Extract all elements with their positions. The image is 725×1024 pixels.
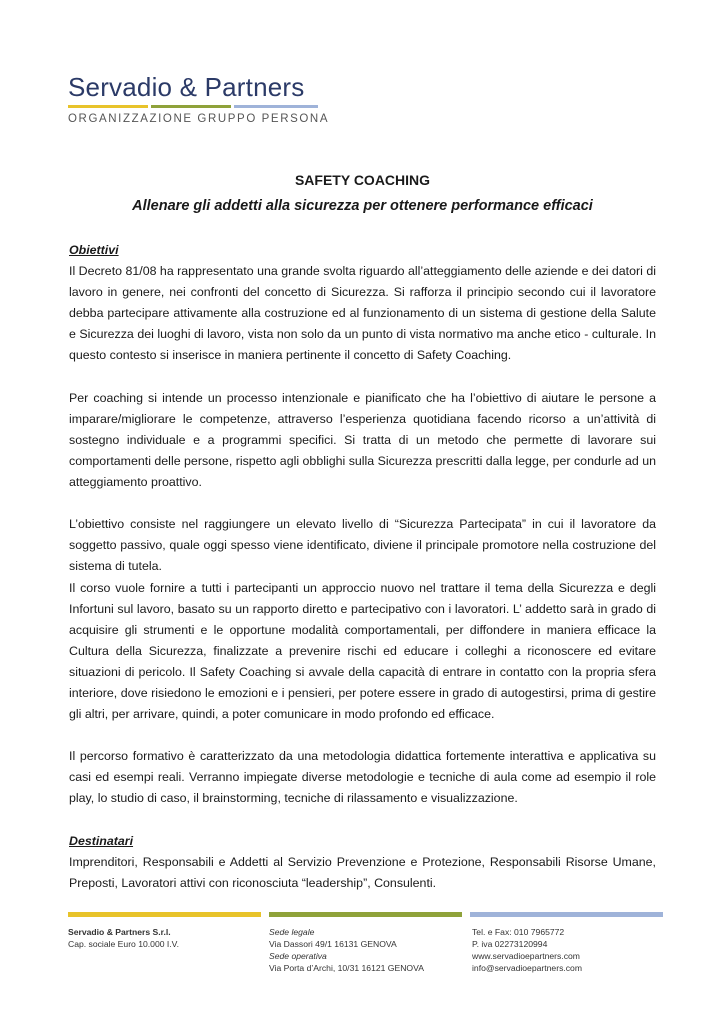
company-logo (68, 72, 330, 125)
footer-website-link[interactable]: www.servadioepartners.com (472, 951, 580, 961)
footer-addresses (269, 926, 424, 974)
logo-name: Servadio & Partners (68, 72, 305, 102)
logo-bar-green (151, 105, 231, 108)
footer-operative-label: Sede operativa (269, 951, 327, 961)
logo-color-bars (68, 105, 318, 108)
footer-operative-address: Via Porta d’Archi, 10/31 16121 GENOVA (269, 963, 424, 973)
paragraph: Il percorso formativo è caratterizzato da una metodologia didattica fortemente interattiva e applicativa su casi ed esempi reali. Verranno impiegate diverse metodologie e tecniche di aula come ad esempio il role play, lo studio di caso, il brainstorming, tecniche di rilassamento e visualizzazione. (69, 749, 656, 806)
footer-phone: Tel. e Fax: 010 7965772 (472, 927, 565, 937)
document-subtitle: Allenare gli addetti alla sicurezza per ottenere performance efficaci (132, 198, 593, 214)
footer-vat: P. iva 02273120994 (472, 939, 548, 949)
footer-legal-label: Sede legale (269, 927, 315, 937)
footer-contacts (472, 926, 582, 974)
logo-bar-yellow (68, 105, 148, 108)
paragraph: Per coaching si intende un processo intenzionale e pianificato che ha l’obiettivo di aiutare le persone a imparare/migliorare le competenze, attraverso l’esperienza quotidiana facendo ricorso a un’attività di sostegno individuale e a programmi specifici. Si tratta di un metodo che permette di lavorare sui comportamenti delle persone, rispetto agli obblighi sulla Sicurezza prescritti dalla legge, per condurle ad un atteggiamento proattivo. (69, 390, 656, 490)
paragraph: Il Decreto 81/08 ha rappresentato una grande svolta riguardo all’atteggiamento delle aziende e dei datori di lavoro in genere, nei confronti del concetto di Sicurezza. Si rafforza il principio secondo cui il lavoratore debba partecipare attivamente alla costruzione ed al funzionamento di un sistema di gestione della Salute e Sicurezza dei luoghi di lavoro, vista non solo da un punto di vista normativo ma anche etico - culturale. In questo contesto si inserisce in maniera pertinente il concetto di Safety Coaching. (69, 264, 656, 363)
footer-bar-blue (470, 912, 663, 917)
footer-color-bars (68, 912, 663, 917)
document-title: SAFETY COACHING (294, 172, 431, 188)
logo-bar-blue (234, 105, 318, 108)
logo-tagline: ORGANIZZAZIONE GRUPPO PERSONA (68, 113, 330, 125)
footer-bar-green (269, 912, 462, 917)
paragraph: Imprenditori, Responsabili e Addetti al Servizio Prevenzione e Protezione, Responsabili Risorse Umane, Preposti, Lavoratori attivi con riconosciuta “leadership”, Consulenti. (69, 854, 656, 890)
footer-company-name: Servadio & Partners S.r.l. (68, 927, 171, 937)
footer-email-link[interactable]: info@servadioepartners.com (472, 963, 582, 973)
footer-legal-address: Via Dassori 49/1 16131 GENOVA (269, 939, 397, 949)
footer-capital: Cap. sociale Euro 10.000 I.V. (68, 939, 179, 949)
section-heading-obiettivi: Obiettivi (69, 243, 119, 257)
paragraph: Il corso vuole fornire a tutti i partecipanti un approccio nuovo nel trattare il tema della Sicurezza e degli Infortuni sul lavoro, basato su un rapporto diretto e partecipativo con i lavoratori. L’ addetto sarà in grado di acquisire gli strumenti e le opportune modalità comportamentali, per diffondere in maniera efficace la Cultura della Sicurezza, finalizzate a prevenire rischi ed educare i colleghi a riconoscere ed evitare situazioni di pericolo. Il Safety Coaching si avvale della capacità di entrare in contatto con la propria sfera interiore, dove risiedono le emozioni e i pensieri, per potere essere in grado di autogestirsi, prima di gestire gli altri, per arrivare, quindi, a poter comunicare in modo profondo ed efficace. (69, 580, 656, 722)
footer-company-info (68, 926, 179, 950)
footer-bar-yellow (68, 912, 261, 917)
paragraph: L’obiettivo consiste nel raggiungere un elevato livello di “Sicurezza Partecipata” in cui il lavoratore da soggetto passivo, quale oggi spesso viene identificato, diviene il principale promotore nella costruzione del sistema di tutela. (69, 517, 656, 574)
section-heading-destinatari: Destinatari (69, 833, 134, 848)
document-body (69, 240, 656, 894)
